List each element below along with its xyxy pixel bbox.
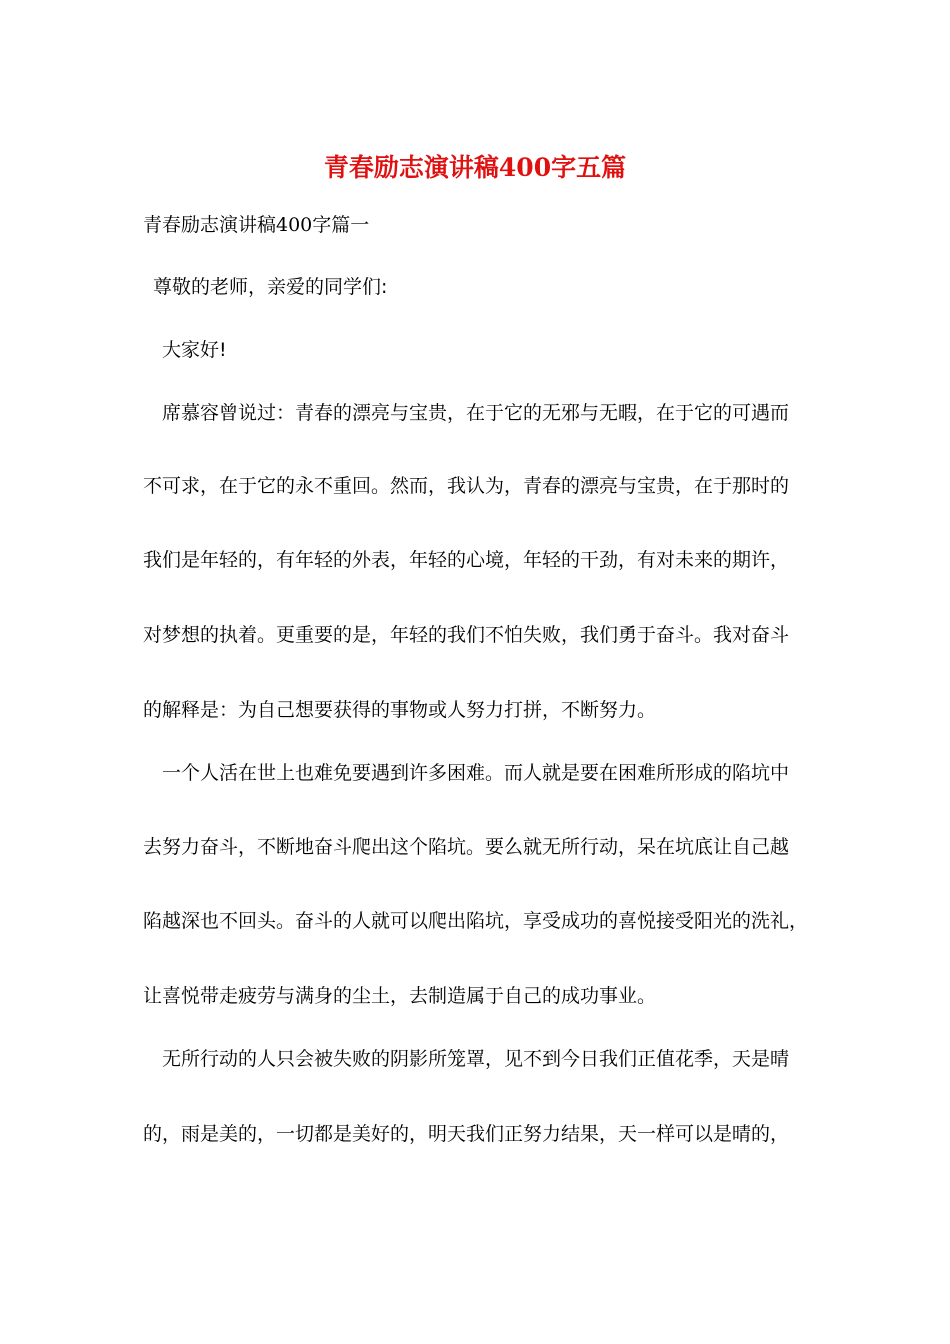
paragraph-1-line-3: 我们是年轻的，有年轻的外表，年轻的心境，年轻的干劲，有对未来的期许， [143,549,790,571]
section-heading: 青春励志演讲稿400字篇一 [143,214,370,236]
paragraph-1-line-1: 席慕容曾说过：青春的漂亮与宝贵，在于它的无邪与无暇，在于它的可遇而 [162,402,790,424]
salutation: 尊敬的老师，亲爱的同学们: [153,276,388,298]
paragraph-1-line-4: 对梦想的执着。更重要的是，年轻的我们不怕失败，我们勇于奋斗。我对奋斗 [143,624,790,646]
document-title: 青春励志演讲稿400字五篇 [323,153,627,182]
greeting: 大家好! [162,339,227,361]
paragraph-1-line-2: 不可求，在于它的永不重回。然而，我认为，青春的漂亮与宝贵，在于那时的 [143,475,790,497]
paragraph-1-line-5: 的解释是：为自己想要获得的事物或人努力打拼，不断努力。 [143,699,657,721]
paragraph-2-line-3: 陷越深也不回头。奋斗的人就可以爬出陷坑，享受成功的喜悦接受阳光的洗礼， [143,910,809,932]
paragraph-2-line-2: 去努力奋斗，不断地奋斗爬出这个陷坑。要么就无所行动，呆在坑底让自己越 [143,836,790,858]
paragraph-3-line-1: 无所行动的人只会被失败的阴影所笼罩，见不到今日我们正值花季，天是晴 [162,1048,790,1070]
paragraph-2-line-1: 一个人活在世上也难免要遇到许多困难。而人就是要在困难所形成的陷坑中 [162,762,790,784]
paragraph-2-line-4: 让喜悦带走疲劳与满身的尘土，去制造属于自己的成功事业。 [143,985,657,1007]
paragraph-3-line-2: 的，雨是美的，一切都是美好的，明天我们正努力结果，天一样可以是晴的， [143,1123,790,1145]
